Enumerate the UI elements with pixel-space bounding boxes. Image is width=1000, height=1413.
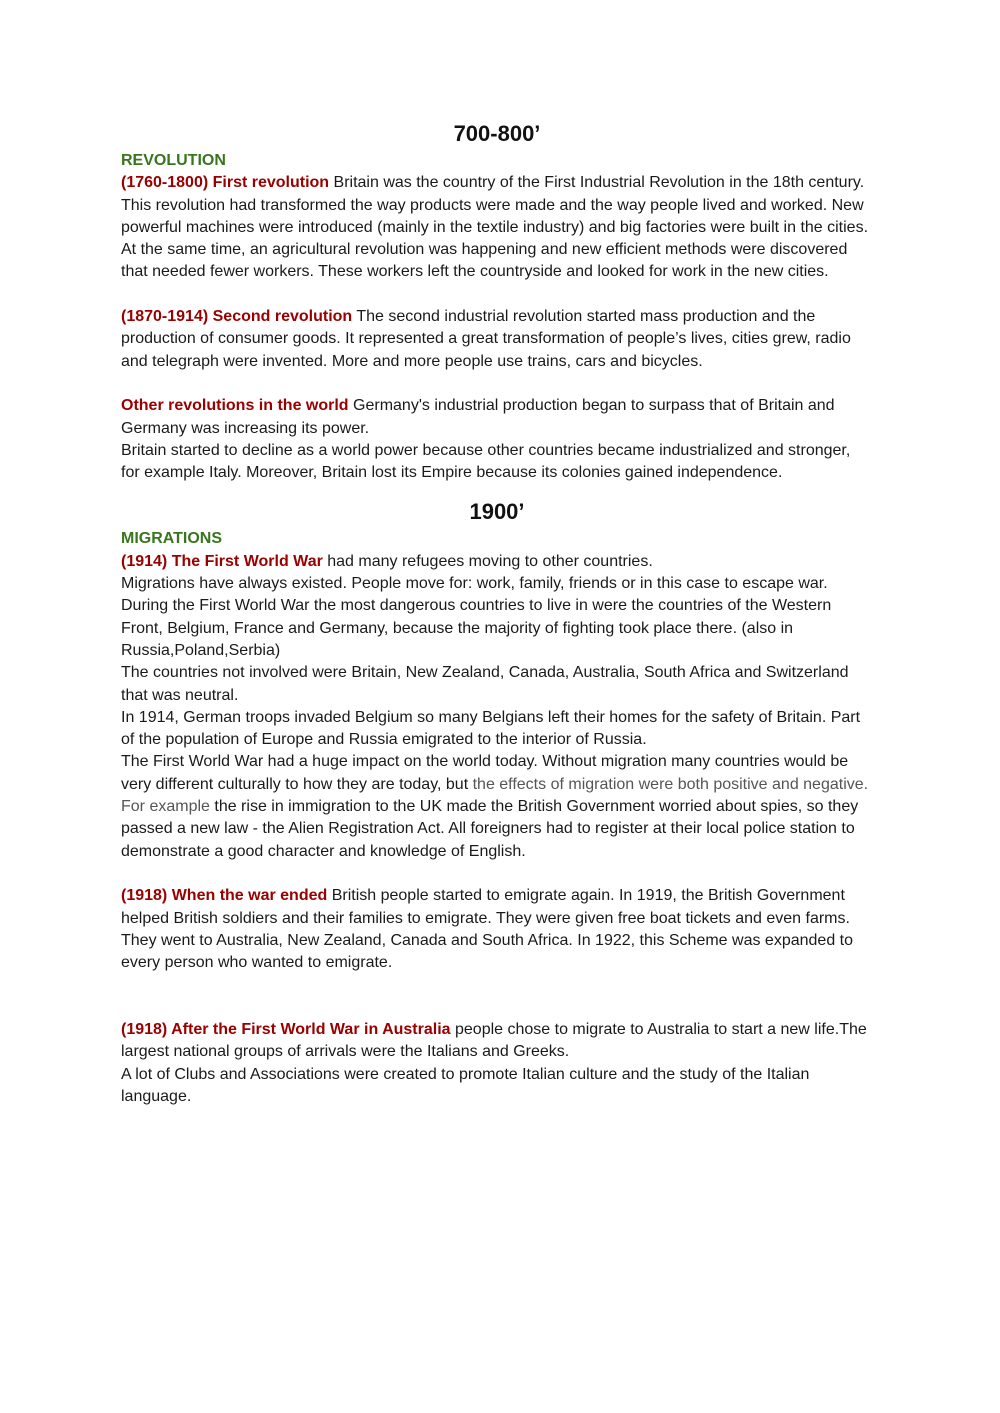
text-first-revolution: Britain was the country of the First Industrial Revolution in the 18th century. [329, 174, 865, 192]
paragraph-migrations-existed: Migrations have always existed. People move for: work, family, friends or in this case to escape war. During the First World War the most dangerous countries to live in were the countries of the Western Front, Belgium, France and Germany, because the majority of fighting took place there. (also in Russia,Poland,Serbia) [121, 575, 832, 659]
paragraph-second-revolution [121, 306, 873, 373]
document-page [121, 118, 873, 1108]
lead-first-revolution: (1760-1800) First revolution [121, 174, 330, 192]
lead-first-world-war: (1914) The First World War [121, 552, 323, 570]
lead-second-revolution: (1870-1914) Second revolution [121, 308, 353, 326]
section-title-migrations: MIGRATIONS [121, 530, 223, 548]
lead-war-ended: (1918) When the war ended [121, 887, 328, 905]
text-war-impact-b: the effects of migration were both positive and negative. For example [121, 775, 869, 816]
paragraph-first-world-war [121, 551, 873, 573]
paragraph-countries-not-involved: The countries not involved were Britain, New Zealand, Canada, Australia, South Africa and Switzerland that was neutral. [121, 664, 849, 704]
text-war-impact-c: the rise in immigration to the UK made the British Government worried about spies, so they passed a new law - the Alien Registration Act. All foreigners had to register at their local police station to demonstrate a good character and knowledge of English. [121, 798, 859, 860]
paragraph-agricultural-revolution: At the same time, an agricultural revolution was happening and new efficient methods were discovered that needed fewer workers. These workers left the countryside and looked for work in the new cities. [121, 241, 848, 281]
text-first-world-war: had many refugees moving to other countries. [322, 552, 653, 570]
section-title-revolution: REVOLUTION [121, 152, 226, 169]
paragraph-clubs-associations: A lot of Clubs and Associations were created to promote Italian culture and the study of the Italian language. [121, 1065, 810, 1105]
text-war-impact-a: The First World War had a huge impact on the world today. Without migration many countries would be very different culturally to how they are today, but [121, 753, 849, 793]
paragraph-first-revolution [121, 172, 873, 194]
text-after-war-australia: people chose to migrate to Australia to start a new life.The largest national groups of arrivals were the Italians and Greeks. [121, 1020, 867, 1061]
text-war-ended: British people started to emigrate again. In 1919, the British Government helped British soldiers and their families to emigrate. They were given free boat tickets and even farms. They went to Australia, New Zealand, Canada and South Africa. In 1922, this Scheme was expanded to every person who wanted to emigrate. [121, 887, 853, 972]
era-title-1900: 1900’ [469, 499, 525, 525]
paragraph-after-war-australia [121, 1019, 873, 1064]
paragraph-other-revolutions [121, 395, 873, 440]
lead-other-revolutions: Other revolutions in the world [121, 397, 349, 415]
paragraph-revolution-transform: This revolution had transformed the way products were made and the way people lived and worked. New powerful machines were introduced (mainly in the textile industry) and big factories were built in the cities. [121, 196, 869, 236]
paragraph-britain-decline: Britain started to decline as a world power because other countries became industrialized and stronger, for example Italy. Moreover, Britain lost its Empire because its colonies gained independence. [121, 441, 851, 482]
text-other-revolutions: Germany's industrial production began to surpass that of Britain and Germany was increasing its power. [121, 397, 835, 437]
paragraph-belgium-invasion: In 1914, German troops invaded Belgium so many Belgians left their homes for the safety of Britain. Part of the population of Europe and Russia emigrated to the interior of Russia. [121, 708, 861, 749]
lead-after-war-australia: (1918) After the First World War in Australia [121, 1020, 451, 1038]
paragraph-war-ended [121, 885, 873, 974]
paragraph-war-impact [121, 751, 873, 862]
era-title-700-800: 700-800’ [453, 121, 541, 146]
text-second-revolution: The second industrial revolution started mass production and the production of consumer goods. It represented a great transformation of people’s lives, cities grew, radio and telegraph were invented. More and more people use trains, cars and bicycles. [121, 308, 851, 370]
